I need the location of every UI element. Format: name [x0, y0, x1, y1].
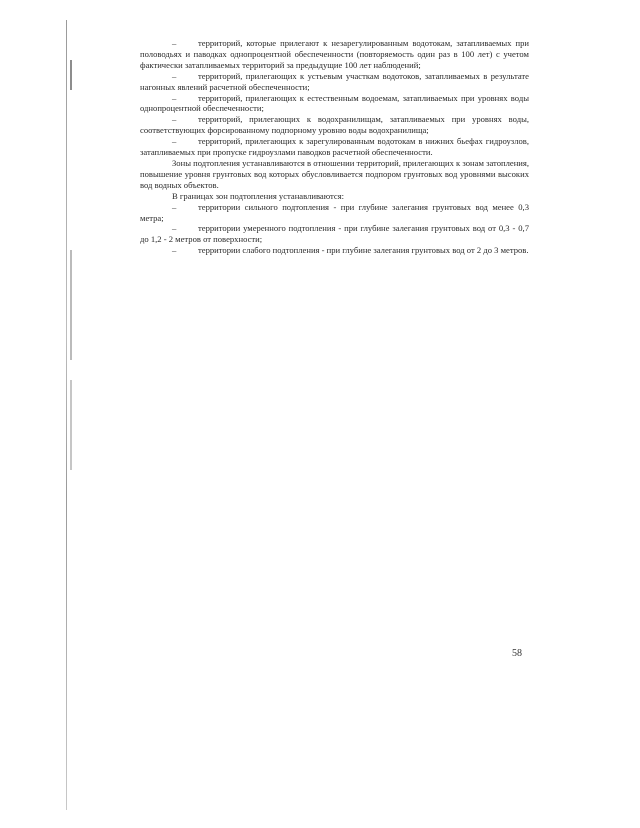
list-item: – территорий, прилегающих к естественным водоемам, затапливаемых при уровнях воды однопроцентной обеспеченности; [140, 92, 529, 114]
paragraph: Зоны подтопления устанавливаются в отношении территорий, прилегающих к зонам затопления, повышение уровня грунтовых вод которых обусловливается подпором грунтовых вод уровнями высоких вод водных объектов. [140, 157, 529, 190]
list-item: – территорий, которые прилегают к незарегулированным водотокам, затапливаемых при половодьях и паводках однопроцентной обеспеченности (повторяемость один раз в 100 лет) с учетом фактически затапливаемых территорий за предыдущие 100 лет наблюдений; [140, 38, 529, 70]
list-item: – территории сильного подтопления - при глубине залегания грунтовых вод менее 0,3 метра; [140, 201, 529, 223]
list-item: – территорий, прилегающих к водохранилищам, затапливаемых при уровнях воды, соответствующих форсированному подпорному уровню воды водохранилища; [140, 114, 529, 136]
list-item: – территории умеренного подтопления - при глубине залегания грунтовых вод от 0,3 - 0,7 до 1,2 - 2 метров от поверхности; [140, 223, 529, 245]
page-number: 58 [512, 648, 522, 659]
document-body [140, 38, 529, 256]
binding-edge [66, 20, 67, 810]
list-item: – территории слабого подтопления - при глубине залегания грунтовых вод от 2 до 3 метров. [172, 245, 529, 256]
binding-mark [70, 250, 72, 360]
list-item: – территорий, прилегающих к устьевым участкам водотоков, затапливаемых в результате нагонных явлений расчетной обеспеченности; [140, 70, 529, 92]
binding-mark [70, 380, 72, 470]
list-item: – территорий, прилегающих к зарегулированным водотокам в нижних бьефах гидроузлов, затапливаемых при пропуске гидроузлами паводков расчетной обеспеченности. [140, 136, 529, 158]
binding-mark [70, 60, 72, 90]
paragraph: В границах зон подтопления устанавливаются: [172, 190, 345, 201]
